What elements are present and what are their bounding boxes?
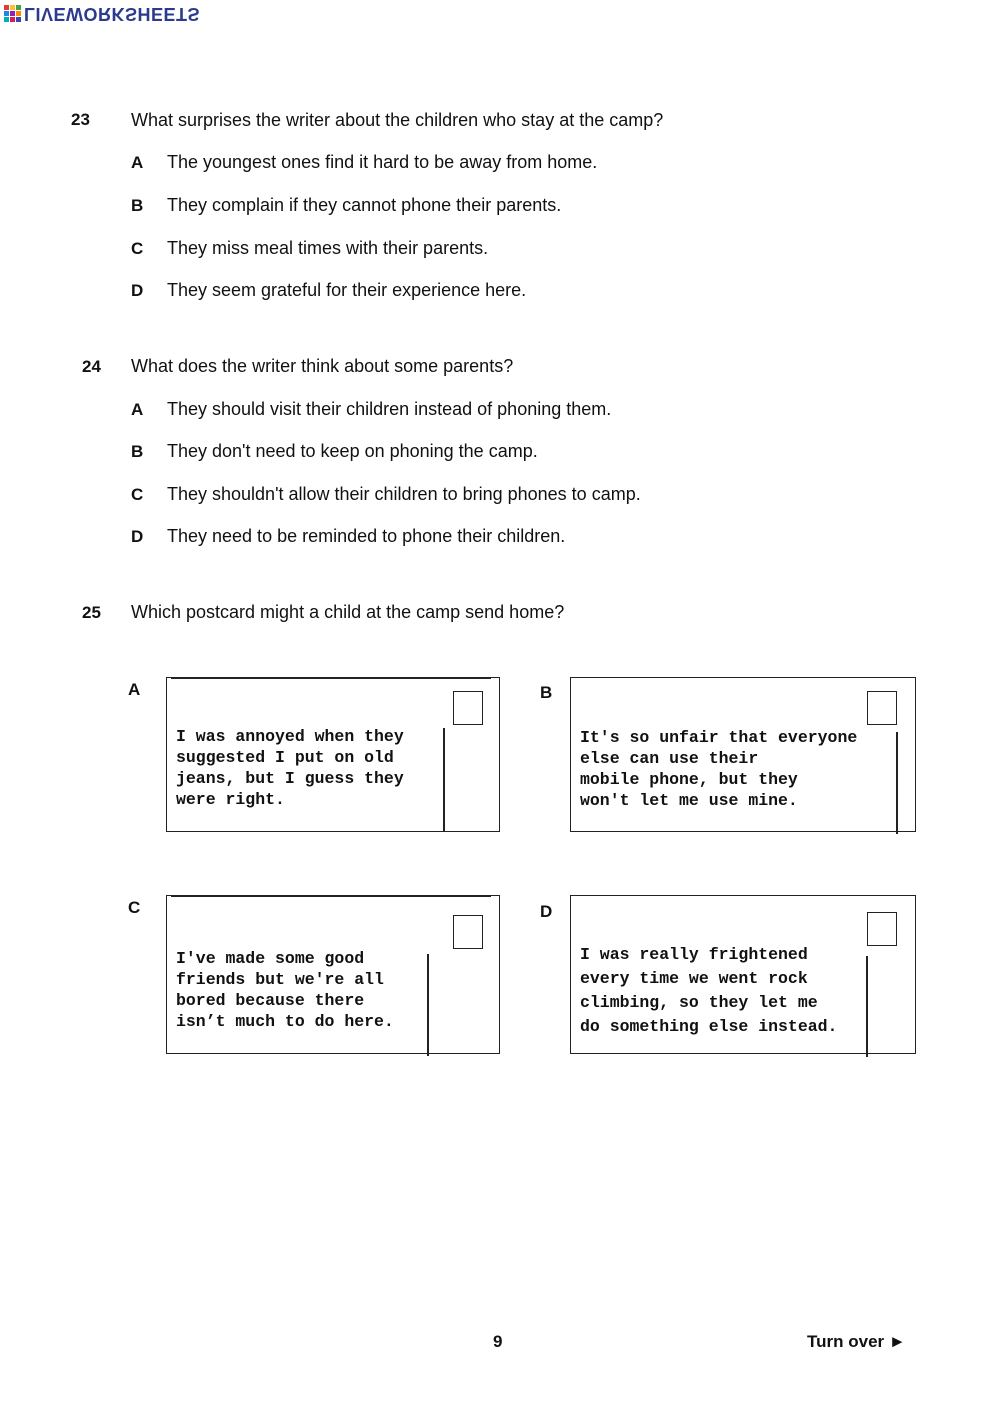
- option-text[interactable]: They shouldn't allow their children to bring phones to camp.: [167, 484, 641, 504]
- stamp-box: [453, 915, 483, 949]
- option-letter[interactable]: A: [131, 400, 144, 419]
- postcard-letter[interactable]: D: [540, 902, 553, 921]
- question-number: 25: [82, 603, 101, 622]
- page-number: 9: [493, 1332, 503, 1351]
- option-text[interactable]: They don't need to keep on phoning the camp.: [167, 441, 538, 461]
- option-text[interactable]: The youngest ones find it hard to be away from home.: [167, 152, 598, 172]
- postcard-letter[interactable]: A: [128, 680, 141, 699]
- postcard-divider: [427, 954, 429, 1056]
- postcard-divider: [866, 956, 868, 1057]
- question-number: 24: [82, 357, 101, 376]
- postcard-top-line: [171, 677, 491, 679]
- postcard-d[interactable]: [570, 895, 916, 1054]
- postcard-b[interactable]: [570, 677, 916, 832]
- postcard-letter[interactable]: B: [540, 683, 553, 702]
- option-letter[interactable]: C: [131, 239, 144, 258]
- option-text[interactable]: They miss meal times with their parents.: [167, 238, 489, 258]
- stamp-box: [453, 691, 483, 725]
- stamp-box: [867, 912, 897, 946]
- postcard-message: I was annoyed when they suggested I put on old jeans, but I guess they were right.: [176, 727, 404, 809]
- postcard-c[interactable]: [166, 895, 500, 1054]
- stamp-box: [867, 691, 897, 725]
- postcard-message: I've made some good friends but we're all bored because there isn’t much to do here.: [176, 949, 394, 1031]
- postcard-a[interactable]: [166, 677, 500, 832]
- option-text[interactable]: They complain if they cannot phone their parents.: [167, 195, 562, 215]
- option-text[interactable]: They should visit their children instead of phoning them.: [167, 399, 612, 419]
- logo-grid-icon: [4, 5, 21, 22]
- postcard-letter[interactable]: C: [128, 898, 141, 917]
- option-letter[interactable]: D: [131, 527, 144, 546]
- option-text[interactable]: They seem grateful for their experience here.: [167, 280, 527, 300]
- liveworksheets-logo: [4, 2, 200, 24]
- option-letter[interactable]: A: [131, 153, 144, 172]
- postcard-top-line: [171, 895, 491, 897]
- logo-text: LIVEWORKSHEETS: [24, 3, 201, 24]
- option-letter[interactable]: D: [131, 281, 144, 300]
- postcard-divider: [443, 728, 445, 831]
- question-text: What surprises the writer about the children who stay at the camp?: [131, 110, 664, 130]
- postcard-divider: [896, 732, 898, 834]
- option-letter[interactable]: B: [131, 196, 144, 215]
- question-text: What does the writer think about some parents?: [131, 356, 514, 376]
- option-letter[interactable]: B: [131, 442, 144, 461]
- option-text[interactable]: They need to be reminded to phone their children.: [167, 526, 566, 546]
- question-number: 23: [71, 110, 90, 129]
- turn-over-label[interactable]: Turn over ►: [807, 1332, 906, 1351]
- question-text: Which postcard might a child at the camp send home?: [131, 602, 565, 622]
- option-letter[interactable]: C: [131, 485, 144, 504]
- postcard-message: I was really frightened every time we went rock climbing, so they let me do something else instead.: [580, 945, 838, 1036]
- postcard-message: It's so unfair that everyone else can use their mobile phone, but they won't let me use mine.: [580, 728, 858, 810]
